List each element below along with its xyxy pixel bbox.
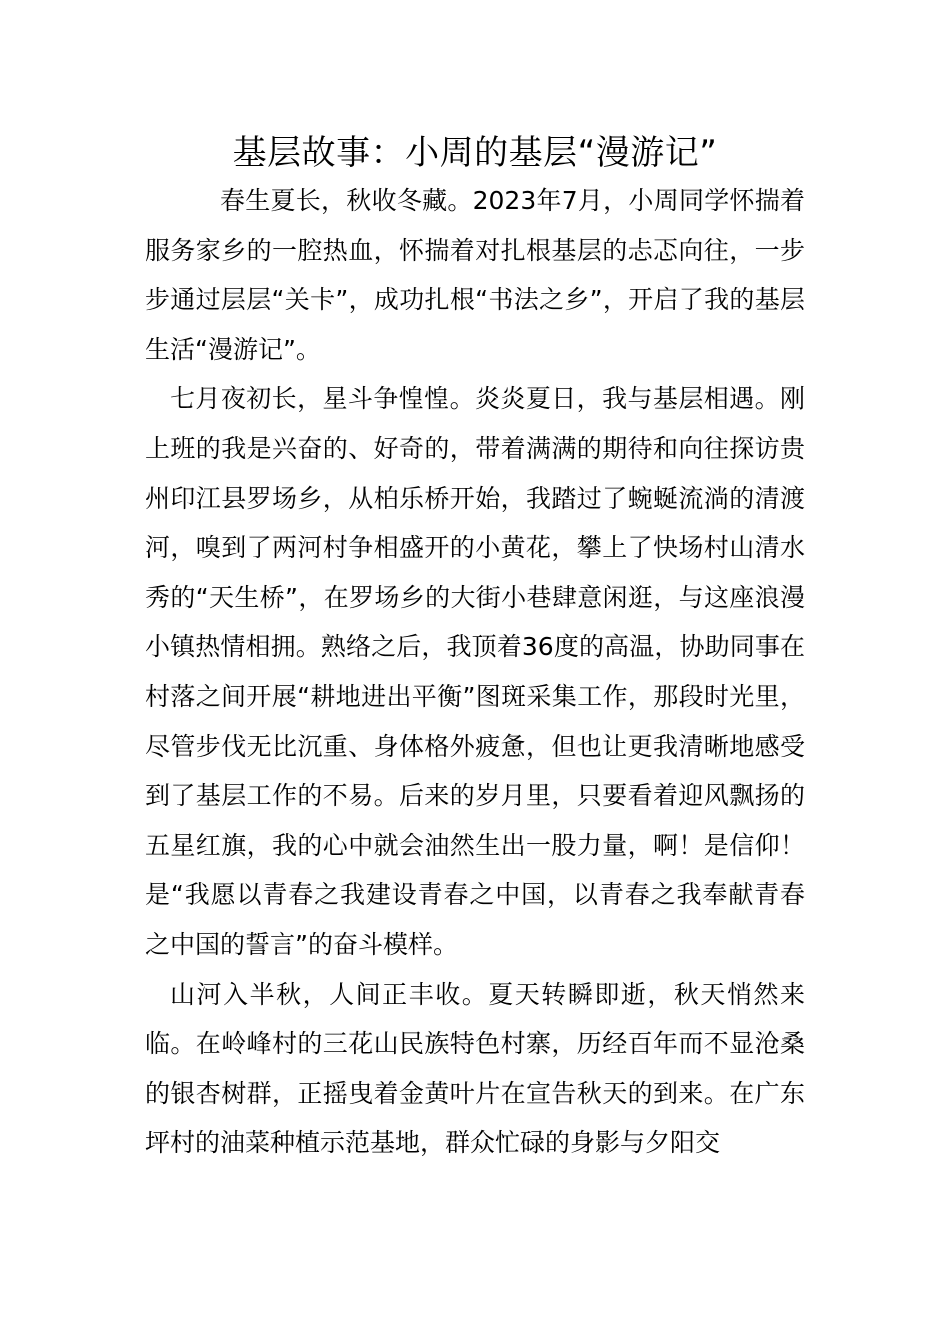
paragraph-2: 七月夜初长，星斗争惶惶。炎炎夏日，我与基层相遇。刚上班的我是兴奋的、好奇的，带着满满的期待和向往探访贵州印江县罗场乡，从柏乐桥开始，我踏过了蜿蜒流淌的清渡河，嗅到了两河村争相盛开的小黄花，攀上了快场村山清水秀的“天生桥”，在罗场乡的大街小巷肆意闲逛，与这座浪漫小镇热情相拥。熟络之后，我顶着36度的高温，协助同事在村落之间开展“耕地进出平衡”图斑采集工作，那段时光里，尽管步伐无比沉重、身体格外疲惫，但也让更我清晰地感受到了基层工作的不易。后来的岁月里，只要看着迎风飘扬的五星红旗，我的心中就会油然生出一股力量，啊！是信仰！是“我愿以青春之我建设青春之中国，以青春之我奉献青春之中国的誓言”的奋斗模样。 — [145, 384, 805, 959]
document-body — [145, 176, 805, 1168]
paragraph-3: 山河入半秋，人间正丰收。夏天转瞬即逝，秋天悄然来临。在岭峰村的三花山民族特色村寨，历经百年而不显沧桑的银杏树群，正摇曳着金黄叶片在宣告秋天的到来。在广东坪村的油菜种植示范基地，群众忙碌的身影与夕阳交 — [145, 979, 805, 1158]
paragraph-1: 春生夏长，秋收冬藏。2023年7月，小周同学怀揣着服务家乡的一腔热血，怀揣着对扎根基层的忐忑向往，一步步通过层层“关卡”，成功扎根“书法之乡”，开启了我的基层生活“漫游记”。 — [145, 186, 805, 364]
document-title: 基层故事：小周的基层“漫游记” — [232, 133, 718, 173]
